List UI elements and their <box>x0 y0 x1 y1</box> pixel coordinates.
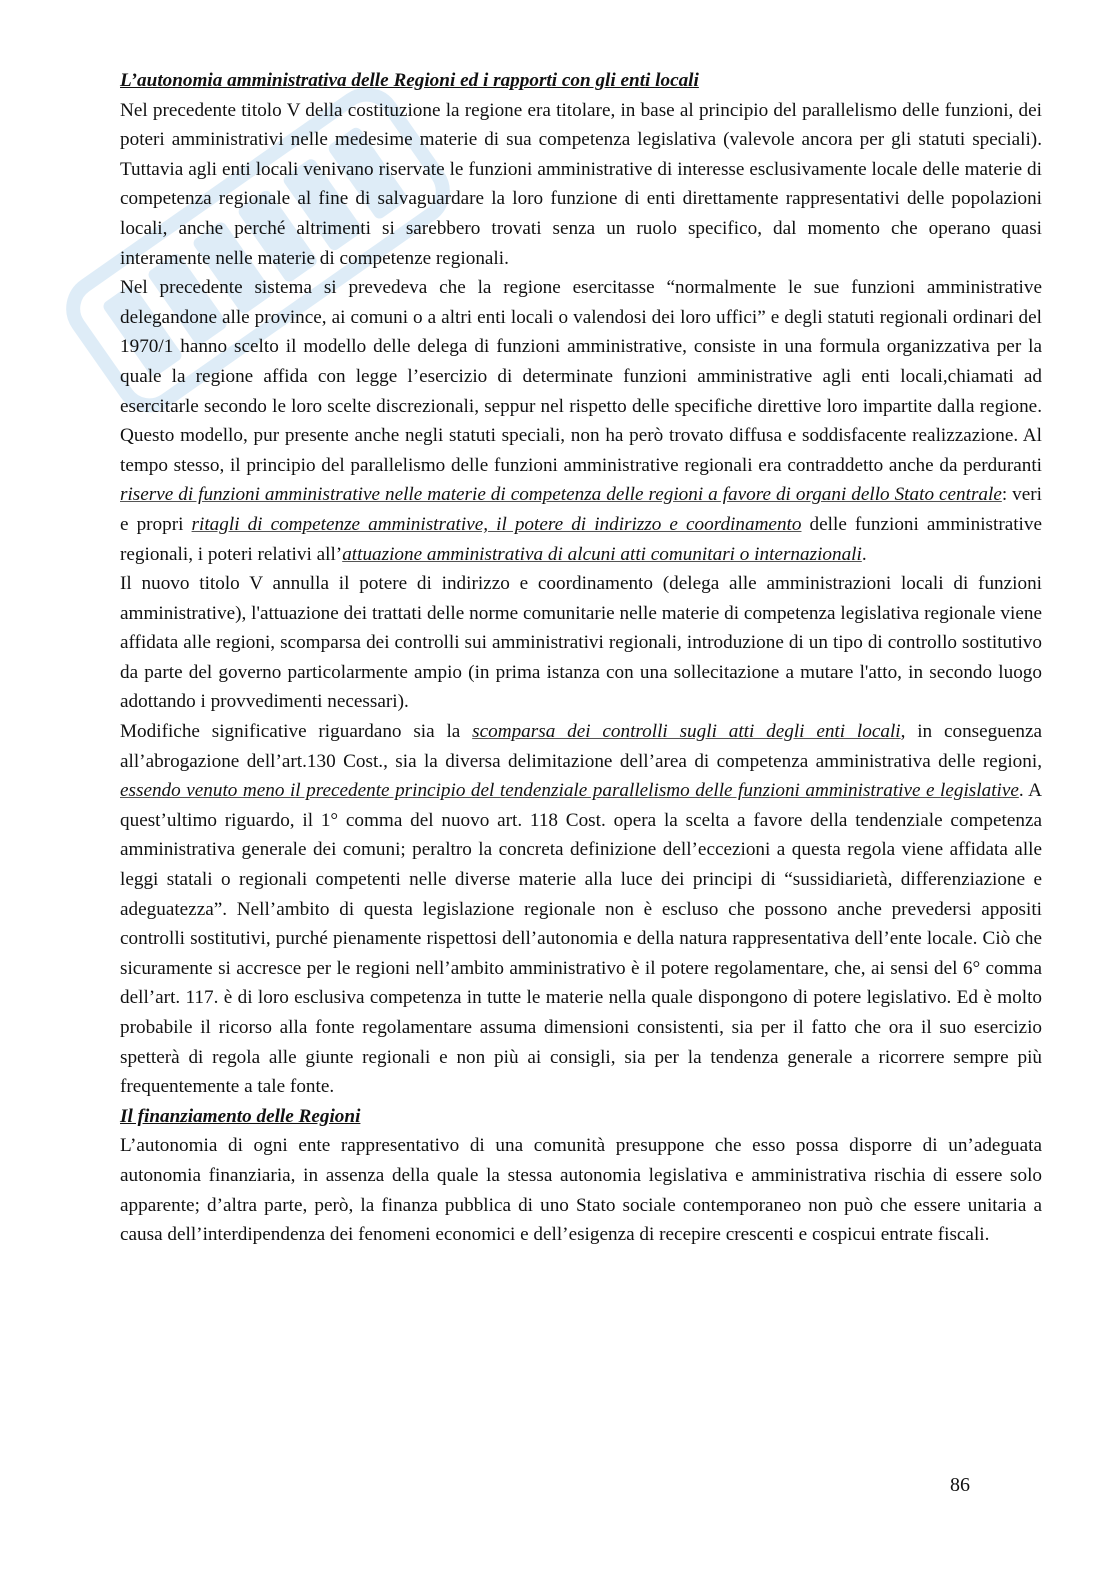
section-heading-finanziamento: Il finanziamento delle Regioni <box>120 1105 361 1127</box>
paragraph-text: : veri e propri <box>120 484 1042 535</box>
paragraph-text: delle funzioni amministrative regionali, i poteri relativi all’ <box>120 513 1042 565</box>
paragraph-text: Nel precedente sistema si prevedeva che la regione esercitasse “normalmente le sue funzioni amministrative delegandone alle province, ai comuni o a altri enti locali o valendosi dei loro uffici” e degli statuti regionali ordinari del 1970/1 hanno scelto il modello delle delega di funzioni amministrative, consiste in una formula organizzativa per la quale la regione affida con legge l’esercizio di determinate funzioni amministrative agli enti locali,chiamati ad esercitarle secondo le loro scelte discrezionali, seppur nel rispetto delle specifiche direttive loro impartite dalla regione. Questo modello, pur presente anche negli statuti speciali, non ha però trovato diffusa e soddisfacente realizzazione. Al tempo stesso, il principio del parallelismo delle funzioni amministrative regionali era contraddetto anche da perduranti <box>120 277 1042 476</box>
paragraph-text: , in conseguenza all’abrogazione dell’art.130 Cost., sia la diversa delimitazione dell’area di competenza amministrativa delle regioni, <box>120 721 1042 772</box>
emphasis-attuazione: attuazione amministrativa di alcuni atti comunitari o internazionali <box>342 543 862 565</box>
paragraph-text: . <box>861 543 867 565</box>
emphasis-riserve: riserve di funzioni amministrative nelle materie di competenza delle regioni a favore di organi dello Stato centrale <box>120 484 1002 506</box>
paragraph-text: . A quest’ultimo riguardo, il 1° comma del nuovo art. 118 Cost. opera la scelta a favore della tendenziale competenza amministrativa generale dei comuni; peraltro la concreta definizione dell’eccezioni a questa regola viene affidata alle leggi statali o regionali competenti nelle diverse materie alla luce dei principi di “sussidiarietà, differenziazione e adeguatezza”. Nell’ambito di questa legislazione regionale non è escluso che possono anche prevedersi appositi controlli sostitutivi, purché pienamente rispettosi dell’autonomia e della natura rappresentativa dell’ente locale. Ciò che sicuramente si accresce per le regioni nell’ambito amministrativo è il potere regolamentare, che, ai sensi del 6° comma dell’art. 117. è di loro esclusiva competenza in tutte le materie nella quale dispongono di potere legislativo. Ed è molto probabile il ricorso alla fonte regolamentare assuma dimensioni consistenti, sia per il fatto che ora il suo esercizio spetterà di regola alle giunte regionali e non più ai consigli, sia per la tendenza generale a ricorrere sempre più frequentemente a tale fonte. <box>120 780 1042 1098</box>
paragraph-modifiche <box>120 717 1042 1102</box>
paragraph-nuovo-titolo-v <box>120 569 1042 717</box>
paragraph-nuovo-titolo-v-text: Il nuovo titolo V annulla il potere di indirizzo e coordinamento (delega alle amministrazioni locali di funzioni amministrative), l'attuazione dei trattati delle norme comunitarie nelle materie di competenza legislativa regionale viene affidata alle regioni, scomparsa dei controlli sui amministrativi regionali, introduzione di un tipo di controllo sostitutivo da parte del governo particolarmente ampio (in prima istanza con una sollecitazione a mutare l'atto, in secondo luogo adottando i provvedimenti necessari). <box>120 573 1042 713</box>
paragraph-titolo-v <box>120 96 1042 274</box>
page-number: 86 <box>950 1474 970 1496</box>
main-text <box>120 66 1042 1250</box>
paragraph-autonomia-finanziaria <box>120 1131 1042 1249</box>
paragraph-autonomia-finanziaria-text: L’autonomia di ogni ente rappresentativo di una comunità presuppone che esso possa disporre di un’adeguata autonomia finanziaria, in assenza della quale la stessa autonomia legislativa e amministrativa rischia di essere solo apparente; d’altra parte, però, la finanza pubblica di uno Stato sociale contemporaneo non può che essere unitaria a causa dell’interdipendenza dei fenomeni economici e dell’esigenza di recepire crescenti e cospicui entrate fiscali. <box>120 1135 1042 1246</box>
paragraph-precedente-sistema <box>120 273 1042 569</box>
emphasis-scomparsa-controlli: scomparsa dei controlli sugli atti degli enti locali <box>472 721 901 743</box>
emphasis-parallelismo: essendo venuto meno il precedente principio del tendenziale parallelismo delle funzioni amministrative e legislative <box>120 780 1019 802</box>
paragraph-text: Modifiche significative riguardano sia la <box>120 721 473 743</box>
emphasis-ritagli: ritagli di competenze amministrative, il potere di indirizzo e coordinamento <box>191 513 802 535</box>
section-heading-autonomia: L’autonomia amministrativa delle Regioni ed i rapporti con gli enti locali <box>120 70 699 91</box>
paragraph-titolo-v-text: Nel precedente titolo V della costituzione la regione era titolare, in base al principio del parallelismo delle funzioni, dei poteri amministrativi nelle medesime materie di sua competenza legislativa (valevole ancora per gli statuti speciali). Tuttavia agli enti locali venivano riservate le funzioni amministrative di interesse esclusivamente locale delle materie di competenza regionale al fine di salvaguardare la loro funzione di enti direttamente rappresentativi delle popolazioni locali, anche perché altrimenti si sarebbero trovati senza un ruolo specifico, dal momento che operano quasi interamente nelle materie di competenze regionali. <box>120 99 1042 269</box>
